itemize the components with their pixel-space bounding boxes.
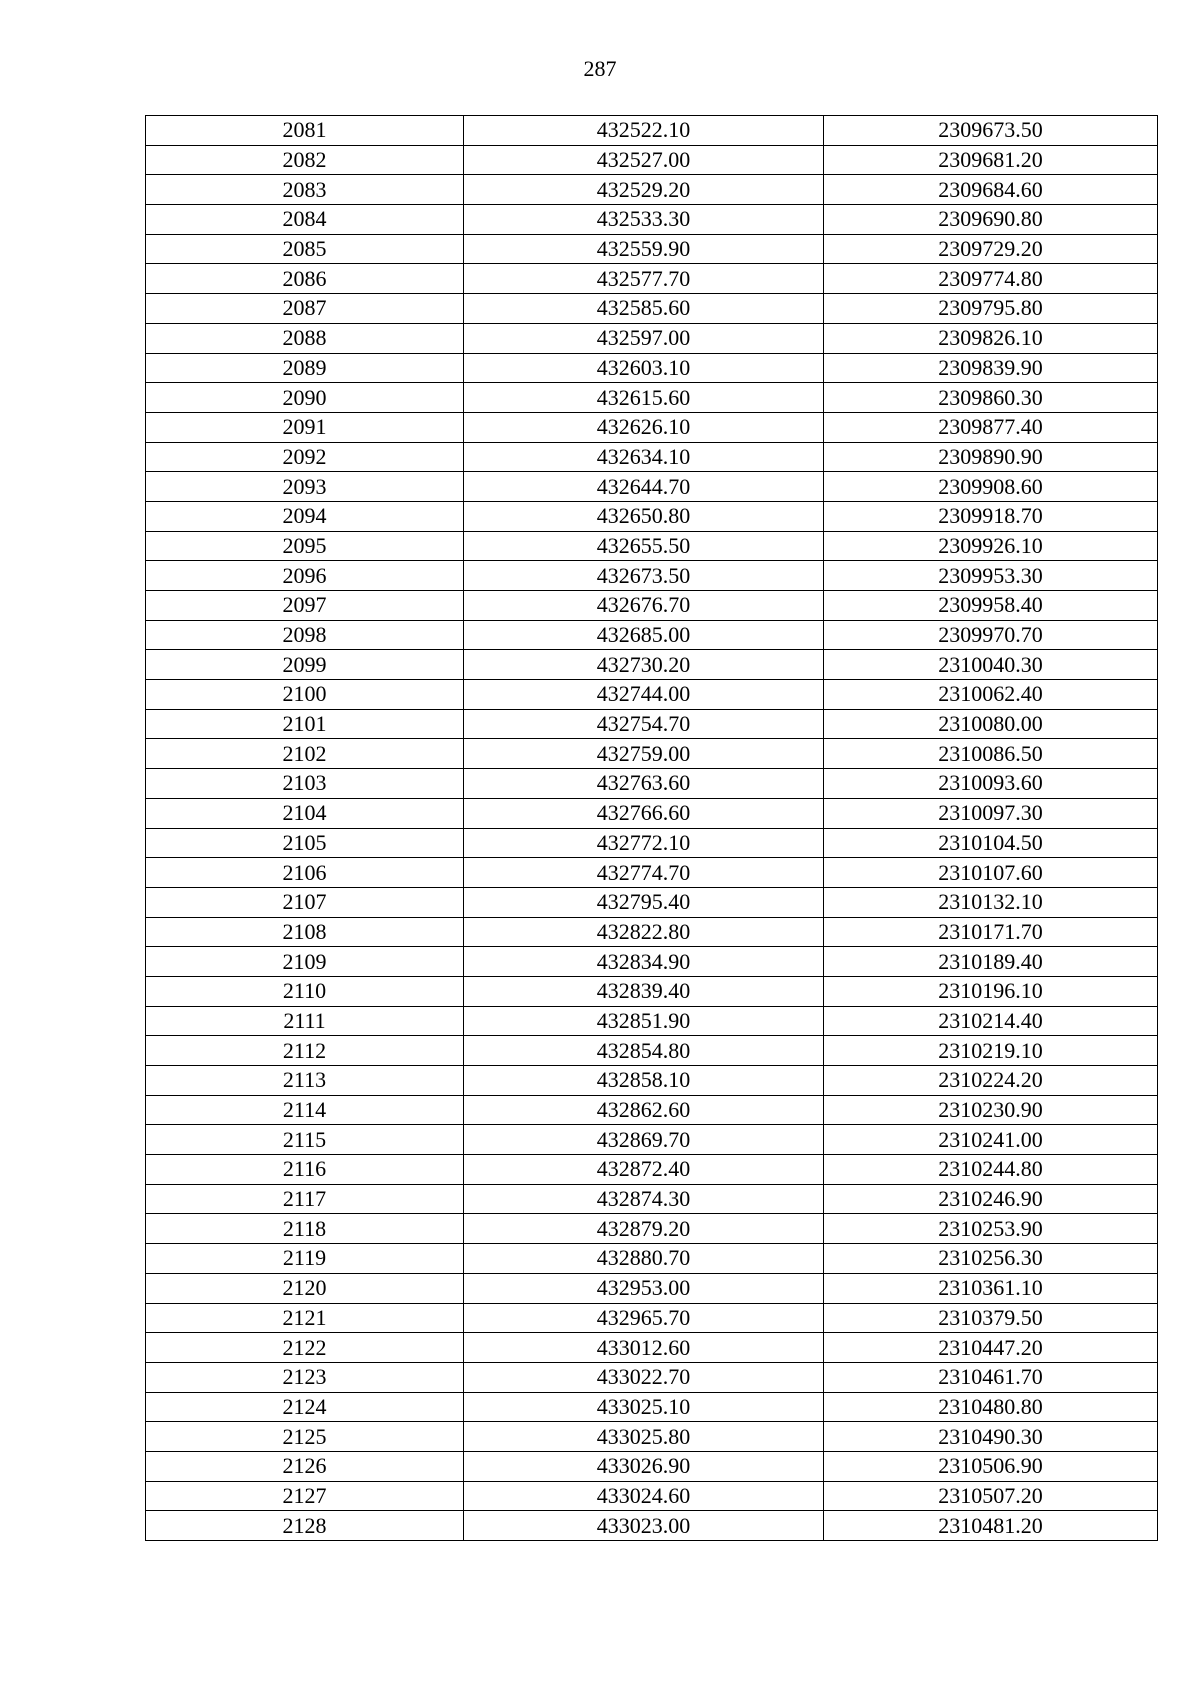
table-row bbox=[146, 1333, 1158, 1363]
x-coordinate-cell: 432655.50 bbox=[464, 531, 824, 561]
table-row bbox=[146, 264, 1158, 294]
y-coordinate-cell: 2310461.70 bbox=[824, 1362, 1158, 1392]
x-coordinate-cell: 432634.10 bbox=[464, 442, 824, 472]
y-coordinate-cell: 2310107.60 bbox=[824, 858, 1158, 888]
table-row bbox=[146, 680, 1158, 710]
x-coordinate-cell: 432822.80 bbox=[464, 917, 824, 947]
x-coordinate-cell: 432650.80 bbox=[464, 501, 824, 531]
y-coordinate-cell: 2310244.80 bbox=[824, 1155, 1158, 1185]
x-coordinate-cell: 432559.90 bbox=[464, 234, 824, 264]
x-coordinate-cell: 432744.00 bbox=[464, 680, 824, 710]
x-coordinate-cell: 432603.10 bbox=[464, 353, 824, 383]
x-coordinate-cell: 432858.10 bbox=[464, 1066, 824, 1096]
y-coordinate-cell: 2310447.20 bbox=[824, 1333, 1158, 1363]
point-number-cell: 2087 bbox=[146, 294, 464, 324]
point-number-cell: 2095 bbox=[146, 531, 464, 561]
table-row bbox=[146, 472, 1158, 502]
point-number-cell: 2091 bbox=[146, 412, 464, 442]
point-number-cell: 2114 bbox=[146, 1095, 464, 1125]
point-number-cell: 2102 bbox=[146, 739, 464, 769]
point-number-cell: 2085 bbox=[146, 234, 464, 264]
table-row bbox=[146, 1184, 1158, 1214]
table-row bbox=[146, 828, 1158, 858]
table-row bbox=[146, 412, 1158, 442]
x-coordinate-cell: 432774.70 bbox=[464, 858, 824, 888]
point-number-cell: 2100 bbox=[146, 680, 464, 710]
y-coordinate-cell: 2309958.40 bbox=[824, 591, 1158, 621]
point-number-cell: 2086 bbox=[146, 264, 464, 294]
y-coordinate-cell: 2309681.20 bbox=[824, 145, 1158, 175]
point-number-cell: 2118 bbox=[146, 1214, 464, 1244]
table-row bbox=[146, 1362, 1158, 1392]
table-row bbox=[146, 858, 1158, 888]
point-number-cell: 2116 bbox=[146, 1155, 464, 1185]
table-row bbox=[146, 798, 1158, 828]
table-row bbox=[146, 175, 1158, 205]
x-coordinate-cell: 432754.70 bbox=[464, 709, 824, 739]
table-row bbox=[146, 561, 1158, 591]
table-row bbox=[146, 769, 1158, 799]
x-coordinate-cell: 432763.60 bbox=[464, 769, 824, 799]
y-coordinate-cell: 2309690.80 bbox=[824, 205, 1158, 235]
coordinate-table-body bbox=[146, 116, 1158, 1541]
y-coordinate-cell: 2310196.10 bbox=[824, 976, 1158, 1006]
x-coordinate-cell: 432527.00 bbox=[464, 145, 824, 175]
table-row bbox=[146, 205, 1158, 235]
x-coordinate-cell: 433025.10 bbox=[464, 1392, 824, 1422]
y-coordinate-cell: 2310097.30 bbox=[824, 798, 1158, 828]
y-coordinate-cell: 2309970.70 bbox=[824, 620, 1158, 650]
y-coordinate-cell: 2309890.90 bbox=[824, 442, 1158, 472]
x-coordinate-cell: 432644.70 bbox=[464, 472, 824, 502]
y-coordinate-cell: 2310506.90 bbox=[824, 1451, 1158, 1481]
point-number-cell: 2113 bbox=[146, 1066, 464, 1096]
x-coordinate-cell: 432673.50 bbox=[464, 561, 824, 591]
table-row bbox=[146, 383, 1158, 413]
y-coordinate-cell: 2309908.60 bbox=[824, 472, 1158, 502]
table-row bbox=[146, 1036, 1158, 1066]
y-coordinate-cell: 2310379.50 bbox=[824, 1303, 1158, 1333]
y-coordinate-cell: 2310256.30 bbox=[824, 1244, 1158, 1274]
x-coordinate-cell: 432730.20 bbox=[464, 650, 824, 680]
table-row bbox=[146, 145, 1158, 175]
y-coordinate-cell: 2310480.80 bbox=[824, 1392, 1158, 1422]
x-coordinate-cell: 432879.20 bbox=[464, 1214, 824, 1244]
x-coordinate-cell: 432615.60 bbox=[464, 383, 824, 413]
point-number-cell: 2082 bbox=[146, 145, 464, 175]
y-coordinate-cell: 2310104.50 bbox=[824, 828, 1158, 858]
y-coordinate-cell: 2309839.90 bbox=[824, 353, 1158, 383]
point-number-cell: 2123 bbox=[146, 1362, 464, 1392]
table-row bbox=[146, 1511, 1158, 1541]
x-coordinate-cell: 432851.90 bbox=[464, 1006, 824, 1036]
point-number-cell: 2096 bbox=[146, 561, 464, 591]
table-row bbox=[146, 1125, 1158, 1155]
y-coordinate-cell: 2310490.30 bbox=[824, 1422, 1158, 1452]
table-row bbox=[146, 1155, 1158, 1185]
point-number-cell: 2108 bbox=[146, 917, 464, 947]
page-number: 287 bbox=[583, 56, 617, 81]
table-row bbox=[146, 650, 1158, 680]
y-coordinate-cell: 2310253.90 bbox=[824, 1214, 1158, 1244]
point-number-cell: 2105 bbox=[146, 828, 464, 858]
y-coordinate-cell: 2310241.00 bbox=[824, 1125, 1158, 1155]
point-number-cell: 2099 bbox=[146, 650, 464, 680]
y-coordinate-cell: 2310132.10 bbox=[824, 887, 1158, 917]
table-row bbox=[146, 709, 1158, 739]
table-row bbox=[146, 501, 1158, 531]
x-coordinate-cell: 432839.40 bbox=[464, 976, 824, 1006]
x-coordinate-cell: 432533.30 bbox=[464, 205, 824, 235]
point-number-cell: 2119 bbox=[146, 1244, 464, 1274]
y-coordinate-cell: 2310481.20 bbox=[824, 1511, 1158, 1541]
y-coordinate-cell: 2310224.20 bbox=[824, 1066, 1158, 1096]
y-coordinate-cell: 2309774.80 bbox=[824, 264, 1158, 294]
table-row bbox=[146, 234, 1158, 264]
y-coordinate-cell: 2310171.70 bbox=[824, 917, 1158, 947]
x-coordinate-cell: 432597.00 bbox=[464, 323, 824, 353]
x-coordinate-cell: 432626.10 bbox=[464, 412, 824, 442]
point-number-cell: 2104 bbox=[146, 798, 464, 828]
y-coordinate-cell: 2310093.60 bbox=[824, 769, 1158, 799]
table-row bbox=[146, 442, 1158, 472]
table-row bbox=[146, 1066, 1158, 1096]
point-number-cell: 2090 bbox=[146, 383, 464, 413]
x-coordinate-cell: 432766.60 bbox=[464, 798, 824, 828]
y-coordinate-cell: 2310080.00 bbox=[824, 709, 1158, 739]
table-row bbox=[146, 531, 1158, 561]
table-row bbox=[146, 323, 1158, 353]
table-row bbox=[146, 1214, 1158, 1244]
point-number-cell: 2125 bbox=[146, 1422, 464, 1452]
table-row bbox=[146, 976, 1158, 1006]
y-coordinate-cell: 2309918.70 bbox=[824, 501, 1158, 531]
point-number-cell: 2109 bbox=[146, 947, 464, 977]
x-coordinate-cell: 432795.40 bbox=[464, 887, 824, 917]
table-row bbox=[146, 591, 1158, 621]
point-number-cell: 2098 bbox=[146, 620, 464, 650]
table-row bbox=[146, 1392, 1158, 1422]
x-coordinate-cell: 432834.90 bbox=[464, 947, 824, 977]
table-row bbox=[146, 1303, 1158, 1333]
point-number-cell: 2084 bbox=[146, 205, 464, 235]
x-coordinate-cell: 432953.00 bbox=[464, 1273, 824, 1303]
point-number-cell: 2122 bbox=[146, 1333, 464, 1363]
x-coordinate-cell: 432869.70 bbox=[464, 1125, 824, 1155]
point-number-cell: 2110 bbox=[146, 976, 464, 1006]
point-number-cell: 2117 bbox=[146, 1184, 464, 1214]
table-row bbox=[146, 1095, 1158, 1125]
x-coordinate-cell: 432685.00 bbox=[464, 620, 824, 650]
table-row bbox=[146, 739, 1158, 769]
point-number-cell: 2127 bbox=[146, 1481, 464, 1511]
y-coordinate-cell: 2309729.20 bbox=[824, 234, 1158, 264]
table-row bbox=[146, 294, 1158, 324]
y-coordinate-cell: 2310040.30 bbox=[824, 650, 1158, 680]
y-coordinate-cell: 2310219.10 bbox=[824, 1036, 1158, 1066]
x-coordinate-cell: 432676.70 bbox=[464, 591, 824, 621]
x-coordinate-cell: 433026.90 bbox=[464, 1451, 824, 1481]
table-row bbox=[146, 1244, 1158, 1274]
x-coordinate-cell: 432522.10 bbox=[464, 116, 824, 146]
x-coordinate-cell: 432874.30 bbox=[464, 1184, 824, 1214]
point-number-cell: 2112 bbox=[146, 1036, 464, 1066]
y-coordinate-cell: 2310189.40 bbox=[824, 947, 1158, 977]
point-number-cell: 2103 bbox=[146, 769, 464, 799]
table-row bbox=[146, 1006, 1158, 1036]
x-coordinate-cell: 432772.10 bbox=[464, 828, 824, 858]
table-row bbox=[146, 116, 1158, 146]
x-coordinate-cell: 432854.80 bbox=[464, 1036, 824, 1066]
y-coordinate-cell: 2309673.50 bbox=[824, 116, 1158, 146]
x-coordinate-cell: 433022.70 bbox=[464, 1362, 824, 1392]
x-coordinate-cell: 432965.70 bbox=[464, 1303, 824, 1333]
table-row bbox=[146, 620, 1158, 650]
point-number-cell: 2083 bbox=[146, 175, 464, 205]
point-number-cell: 2092 bbox=[146, 442, 464, 472]
y-coordinate-cell: 2309684.60 bbox=[824, 175, 1158, 205]
y-coordinate-cell: 2309826.10 bbox=[824, 323, 1158, 353]
y-coordinate-cell: 2309877.40 bbox=[824, 412, 1158, 442]
table-row bbox=[146, 887, 1158, 917]
x-coordinate-cell: 433025.80 bbox=[464, 1422, 824, 1452]
x-coordinate-cell: 432759.00 bbox=[464, 739, 824, 769]
point-number-cell: 2121 bbox=[146, 1303, 464, 1333]
x-coordinate-cell: 433023.00 bbox=[464, 1511, 824, 1541]
point-number-cell: 2124 bbox=[146, 1392, 464, 1422]
y-coordinate-cell: 2309795.80 bbox=[824, 294, 1158, 324]
point-number-cell: 2111 bbox=[146, 1006, 464, 1036]
y-coordinate-cell: 2310246.90 bbox=[824, 1184, 1158, 1214]
table-row bbox=[146, 1422, 1158, 1452]
x-coordinate-cell: 432577.70 bbox=[464, 264, 824, 294]
point-number-cell: 2126 bbox=[146, 1451, 464, 1481]
y-coordinate-cell: 2310230.90 bbox=[824, 1095, 1158, 1125]
y-coordinate-cell: 2310214.40 bbox=[824, 1006, 1158, 1036]
x-coordinate-cell: 433024.60 bbox=[464, 1481, 824, 1511]
point-number-cell: 2101 bbox=[146, 709, 464, 739]
x-coordinate-cell: 432862.60 bbox=[464, 1095, 824, 1125]
x-coordinate-cell: 433012.60 bbox=[464, 1333, 824, 1363]
point-number-cell: 2081 bbox=[146, 116, 464, 146]
y-coordinate-cell: 2309860.30 bbox=[824, 383, 1158, 413]
point-number-cell: 2089 bbox=[146, 353, 464, 383]
coordinate-table bbox=[145, 115, 1158, 1541]
y-coordinate-cell: 2310062.40 bbox=[824, 680, 1158, 710]
table-row bbox=[146, 1451, 1158, 1481]
y-coordinate-cell: 2309926.10 bbox=[824, 531, 1158, 561]
y-coordinate-cell: 2310507.20 bbox=[824, 1481, 1158, 1511]
x-coordinate-cell: 432585.60 bbox=[464, 294, 824, 324]
point-number-cell: 2093 bbox=[146, 472, 464, 502]
point-number-cell: 2107 bbox=[146, 887, 464, 917]
y-coordinate-cell: 2309953.30 bbox=[824, 561, 1158, 591]
point-number-cell: 2088 bbox=[146, 323, 464, 353]
table-row bbox=[146, 1273, 1158, 1303]
point-number-cell: 2106 bbox=[146, 858, 464, 888]
point-number-cell: 2094 bbox=[146, 501, 464, 531]
y-coordinate-cell: 2310361.10 bbox=[824, 1273, 1158, 1303]
x-coordinate-cell: 432880.70 bbox=[464, 1244, 824, 1274]
point-number-cell: 2097 bbox=[146, 591, 464, 621]
point-number-cell: 2115 bbox=[146, 1125, 464, 1155]
y-coordinate-cell: 2310086.50 bbox=[824, 739, 1158, 769]
table-row bbox=[146, 353, 1158, 383]
table-row bbox=[146, 1481, 1158, 1511]
point-number-cell: 2128 bbox=[146, 1511, 464, 1541]
table-row bbox=[146, 917, 1158, 947]
point-number-cell: 2120 bbox=[146, 1273, 464, 1303]
table-row bbox=[146, 947, 1158, 977]
x-coordinate-cell: 432872.40 bbox=[464, 1155, 824, 1185]
x-coordinate-cell: 432529.20 bbox=[464, 175, 824, 205]
